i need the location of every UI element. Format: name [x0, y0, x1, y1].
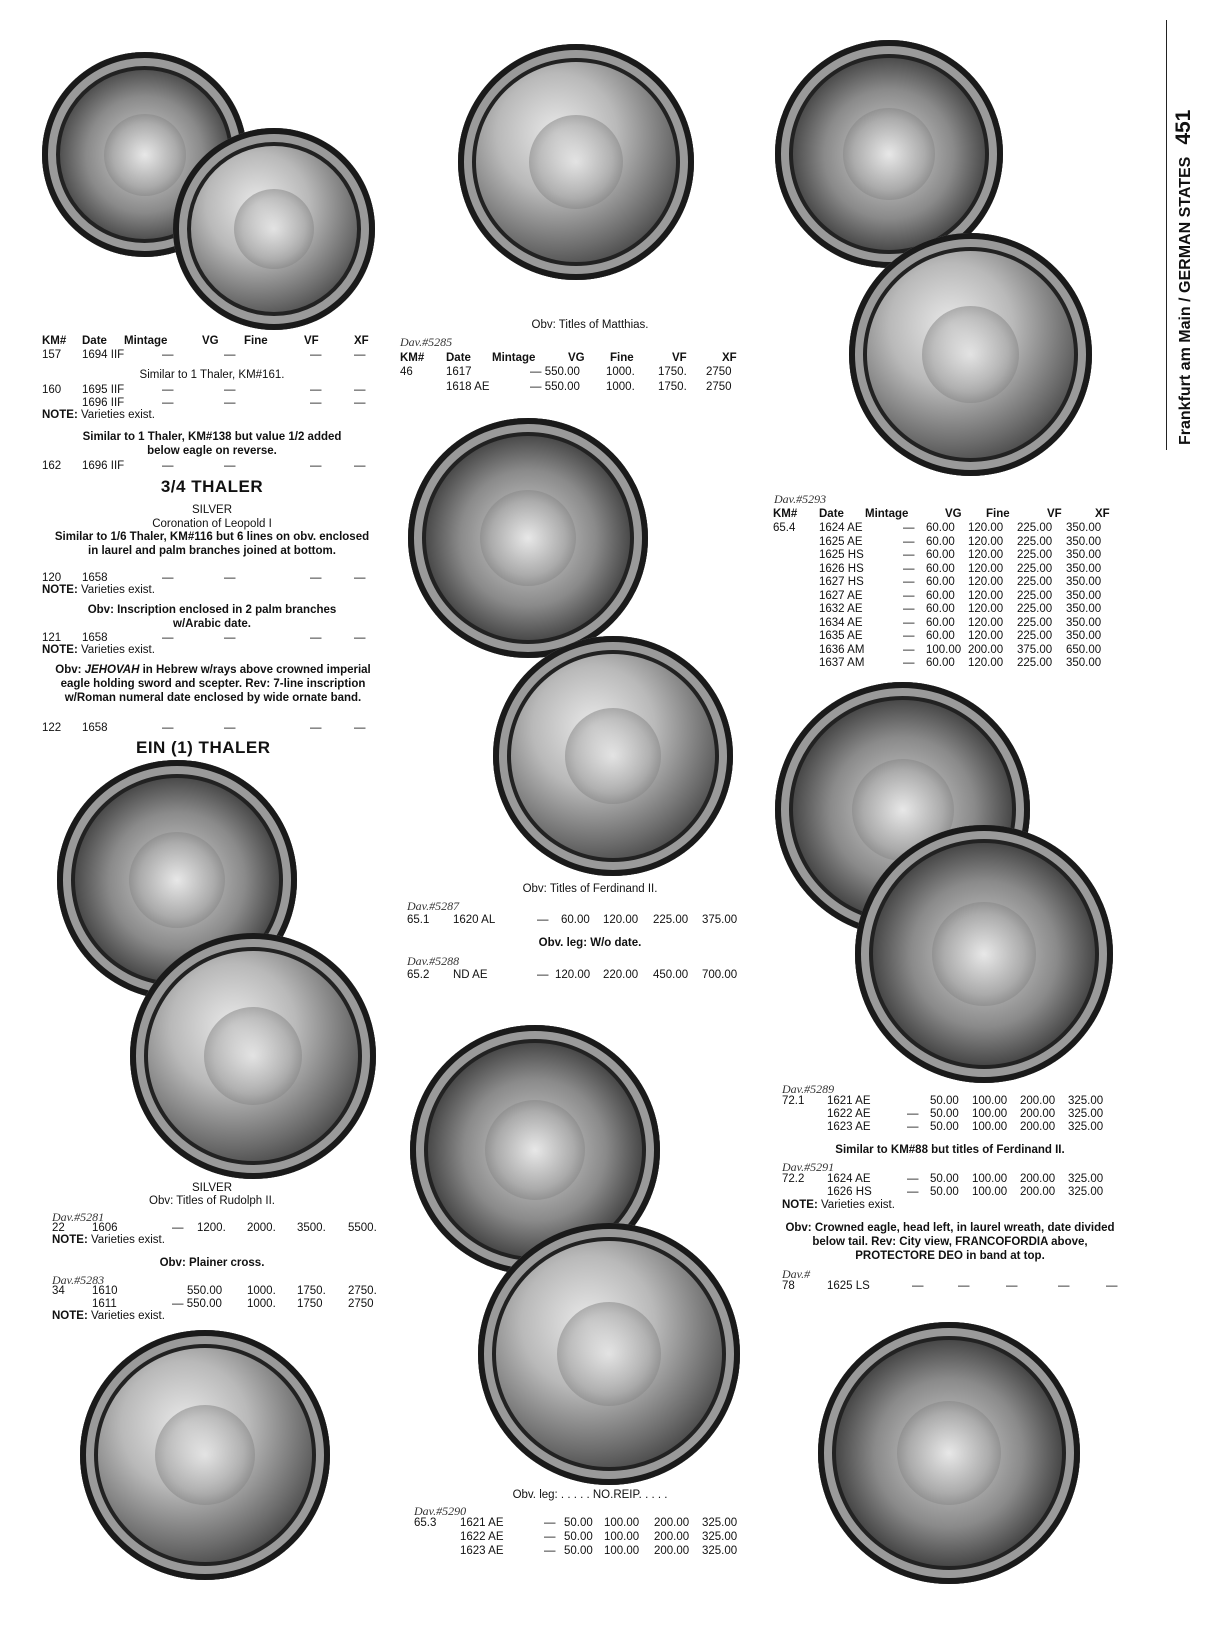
table-row: 65.2 ND AE — 120.00 220.00 450.00 700.00	[407, 969, 738, 981]
obverse-description: Obv: Titles of Ferdinand II.	[522, 883, 658, 895]
table-row: 46 1617 — 550.00 1000. 1750. 2750	[400, 366, 732, 378]
davenport-reference: Dav.#5285	[400, 335, 453, 349]
note: NOTE: Varieties exist.	[782, 1199, 895, 1211]
davenport-reference: Dav.#5293	[774, 492, 827, 506]
hebrew-name: JEHOVAH	[84, 664, 140, 676]
table-row: 78 1625 LS — — — — —	[782, 1280, 1118, 1292]
variety-description: Obv. leg: W/o date.	[538, 937, 642, 949]
occasion-label: Coronation of Leopold I	[152, 518, 272, 530]
table-row: 160 1695 IIF — — — —	[42, 384, 366, 396]
running-head	[1172, 110, 1196, 445]
coin-image-km46-reverse	[458, 44, 694, 280]
variety-description: Obv: Inscription enclosed in 2 palm branches w/Arabic date.	[87, 604, 337, 630]
davenport-reference: Dav.#5283	[52, 1273, 105, 1287]
obverse-legend-description: Obv. leg: . . . . . NO.REIP. . . . .	[512, 1489, 668, 1501]
variety-description: Obv: JEHOVAH in Hebrew w/rays above crowned imperial eagle holding sword and scepter. Rev: 7-line inscription w/Roman numeral date enclosed by wide ornate band.	[55, 664, 371, 704]
note: NOTE: Varieties exist.	[42, 409, 155, 421]
variety-description: Similar to 1 Thaler, KM#138 but value 1/2 added below eagle on reverse.	[82, 431, 342, 457]
table-row: 34 1610 550.00 1000. 1750. 2750.	[52, 1285, 377, 1297]
table-header: KM# Date Mintage VG Fine VF XF	[42, 335, 369, 347]
table-row: 162 1696 IIF — — — —	[42, 460, 366, 472]
table-header: KM# Date Mintage VG Fine VF XF	[773, 508, 1110, 520]
davenport-reference: Dav.#5291	[782, 1160, 835, 1174]
section-heading-three-quarter-thaler: 3/4 THALER	[160, 477, 264, 496]
running-head-title: Frankfurt am Main / GERMAN STATES	[1177, 156, 1194, 445]
section-heading-one-thaler: EIN (1) THALER	[136, 738, 271, 757]
coin-image-km651-reverse	[493, 636, 733, 876]
davenport-reference: Dav.#	[782, 1267, 811, 1281]
coin-image-half-thaler-reverse	[173, 128, 375, 330]
note: NOTE: Varieties exist.	[52, 1234, 165, 1246]
obverse-description: Obv: Titles of Matthias.	[531, 319, 649, 331]
table-row: 157 1694 IIF — — — —	[42, 349, 366, 361]
table-row: 1618 AE — 550.00 1000. 1750. 2750	[446, 381, 732, 393]
table-row: 1696 IIF — — — —	[82, 397, 366, 409]
coin-image-km22-reverse	[130, 933, 376, 1179]
running-head-rule	[1166, 20, 1167, 450]
table-header: KM# Date Mintage VG Fine VF XF	[400, 352, 737, 364]
coin-image-km653-reverse	[478, 1223, 740, 1485]
davenport-reference: Dav.#5289	[782, 1082, 835, 1096]
davenport-reference: Dav.#5281	[52, 1210, 105, 1224]
page-number: 451	[1172, 109, 1195, 145]
note: NOTE: Varieties exist.	[42, 644, 155, 656]
table-row: 22 1606 — 1200. 2000. 3500. 5500.	[52, 1222, 377, 1234]
variety-description: Similar to 1/6 Thaler, KM#116 but 6 lines on obv. enclosed in laurel and palm branches joined at bottom.	[54, 531, 370, 557]
coin-image-km721-reverse	[855, 825, 1113, 1083]
variety-description: Similar to 1 Thaler, KM#161.	[139, 369, 285, 381]
davenport-reference: Dav.#5290	[414, 1504, 467, 1518]
davenport-reference: Dav.#5287	[407, 899, 460, 913]
metal-label: SILVER	[191, 1182, 233, 1194]
variety-description: Similar to KM#88 but titles of Ferdinand II.	[835, 1144, 1065, 1156]
metal-label: SILVER	[191, 504, 233, 516]
obverse-description: Obv: Titles of Rudolph II.	[149, 1195, 275, 1207]
table-row: 122 1658 — — — —	[42, 722, 366, 734]
davenport-reference: Dav.#5288	[407, 954, 460, 968]
table-row: 1611 — 550.00 1000. 1750 2750	[92, 1298, 374, 1310]
table-row: 121 1658 — — — —	[42, 632, 366, 644]
variety-description: Obv: Plainer cross.	[159, 1257, 265, 1269]
table-row: 120 1658 — — — —	[42, 572, 366, 584]
table-row: 65.1 1620 AL — 60.00 120.00 225.00 375.00	[407, 914, 738, 926]
coin-image-km654-reverse	[849, 233, 1092, 476]
variety-description: Obv: Crowned eagle, head left, in laurel wreath, date divided below tail. Rev: City view, FRANCOFORDIA above, PROTECTORE DEO in band at top.	[785, 1222, 1115, 1262]
note: NOTE: Varieties exist.	[52, 1310, 165, 1322]
note: NOTE: Varieties exist.	[42, 584, 155, 596]
